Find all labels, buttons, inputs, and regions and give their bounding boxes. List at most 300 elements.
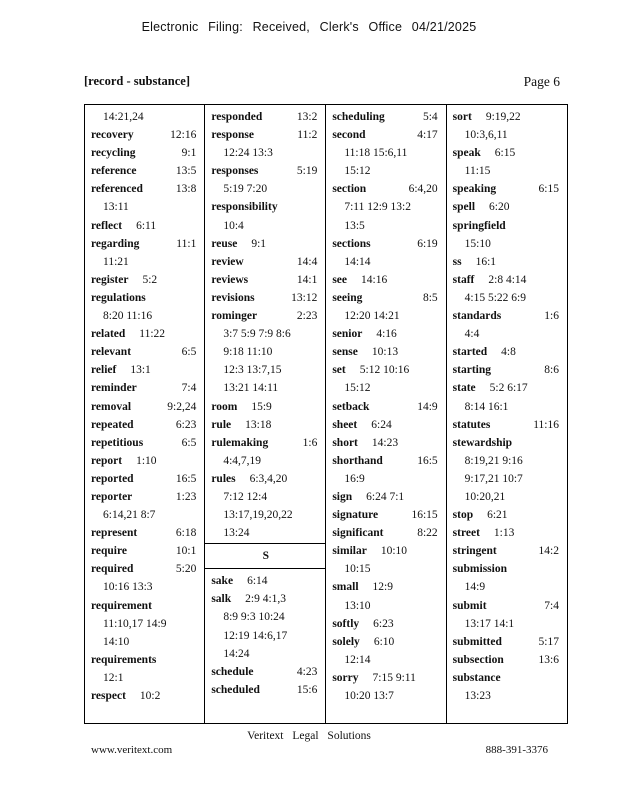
index-column-1 <box>85 105 205 723</box>
index-refs-continued: 14:14 <box>344 255 371 268</box>
index-entry <box>332 524 445 542</box>
index-entry <box>453 524 567 542</box>
index-word: stringent <box>452 545 497 558</box>
index-word: submission <box>452 563 507 576</box>
index-word: seeing <box>332 291 363 304</box>
index-refs: 4:23 <box>296 665 318 678</box>
index-refs: 6:5 <box>181 346 197 359</box>
index-refs-continued: 8:14 16:1 <box>464 400 509 413</box>
index-entry <box>453 343 567 361</box>
index-word: sake <box>211 575 234 588</box>
index-word: signature <box>332 509 379 522</box>
index-refs: 11:22 <box>139 328 166 341</box>
index-entry-line <box>332 669 445 687</box>
index-entry <box>453 253 567 271</box>
index-entry-line <box>211 416 325 434</box>
index-refs-continued: 7:11 12:9 13:2 <box>344 201 411 214</box>
index-entry <box>91 687 204 705</box>
index-refs: 9:1 <box>251 237 267 250</box>
index-entry-line <box>91 651 204 669</box>
index-entry-line <box>211 470 325 488</box>
index-refs: 6:19 <box>417 237 438 250</box>
index-refs-continued: 12:19 14:6,17 <box>223 629 288 642</box>
index-refs-continued: 3:7 5:9 7:9 8:6 <box>223 328 291 341</box>
index-word: reuse <box>211 237 238 250</box>
index-word: reporter <box>91 490 133 503</box>
index-entry-line <box>332 126 445 144</box>
index-entry-line <box>91 271 204 289</box>
index-entry-line <box>332 398 445 416</box>
index-refs-continued: 13:17 14:1 <box>464 617 515 630</box>
index-entry <box>453 108 567 144</box>
index-refs: 2:9 4:1,3 <box>245 593 287 606</box>
index-entry <box>91 235 204 271</box>
index-entry <box>332 452 445 488</box>
index-entry-line <box>332 235 445 253</box>
index-entry-line <box>91 470 204 488</box>
index-entry-line <box>91 687 204 705</box>
index-entry-line <box>91 416 204 434</box>
index-refs: 1:6 <box>544 310 559 323</box>
index-refs: 5:19 <box>296 165 318 178</box>
index-word: required <box>91 563 134 576</box>
index-word: recycling <box>91 147 136 160</box>
index-refs: 4:16 <box>376 328 397 341</box>
index-entry-line <box>332 180 445 198</box>
index-word: second <box>332 129 366 142</box>
index-refs: 6:15 <box>538 183 559 196</box>
index-entry-line <box>91 217 204 235</box>
index-word: reported <box>91 472 134 485</box>
index-entry-line <box>211 198 325 216</box>
index-entry-line <box>453 271 567 289</box>
index-refs: 4:8 <box>501 346 516 359</box>
index-refs-continued: 13:5 <box>344 219 365 232</box>
index-refs: 9:2,24 <box>167 400 197 413</box>
index-refs-continued: 10:15 <box>344 563 371 576</box>
index-word: rominger <box>211 310 258 323</box>
index-refs: 10:1 <box>175 545 197 558</box>
index-entry-line <box>453 108 567 126</box>
index-entry-line <box>211 663 325 681</box>
index-refs: 13:5 <box>175 165 197 178</box>
index-entry <box>453 597 567 633</box>
index-entry-line <box>332 488 445 506</box>
index-refs: 6:4,20 <box>408 183 438 196</box>
index-refs-continued: 15:12 <box>344 165 371 178</box>
index-word: report <box>91 454 123 467</box>
index-refs-continued: 14:9 <box>464 581 486 594</box>
index-entry-line <box>332 506 445 524</box>
index-refs: 13:8 <box>175 183 197 196</box>
index-refs: 5:2 6:17 <box>489 382 528 395</box>
index-refs-continued: 9:18 11:10 <box>223 346 273 359</box>
index-column-2 <box>205 105 326 723</box>
index-refs: 12:16 <box>170 129 197 142</box>
index-entry-line <box>453 597 567 615</box>
index-entry <box>453 144 567 180</box>
index-refs-continued: 4:4,7,19 <box>223 454 262 467</box>
index-entry <box>332 434 445 452</box>
index-word: reflect <box>91 219 123 232</box>
index-refs: 6:10 <box>373 635 395 648</box>
index-refs-continued: 10:16 13:3 <box>103 581 153 594</box>
index-refs: 6:3,4,20 <box>249 472 288 485</box>
index-refs-continued: 14:10 <box>103 635 130 648</box>
index-word: require <box>91 545 127 558</box>
index-word: stewardship <box>452 436 513 449</box>
index-refs: 13:12 <box>291 291 318 304</box>
index-entry-line <box>91 524 204 542</box>
index-word: relevant <box>91 346 132 359</box>
index-refs-continued: 7:12 12:4 <box>223 490 268 503</box>
index-word: room <box>211 400 238 413</box>
index-entry <box>453 180 567 198</box>
index-entry-line <box>453 144 567 162</box>
index-word: springfield <box>452 219 506 232</box>
index-word: responses <box>211 165 259 178</box>
index-word: repeated <box>91 418 134 431</box>
index-refs: 5:20 <box>175 563 197 576</box>
index-entry-line <box>91 560 204 578</box>
index-entry-line <box>211 434 325 452</box>
index-entry <box>211 198 325 234</box>
index-word: sign <box>332 490 353 503</box>
index-word: rulemaking <box>211 436 269 449</box>
index-entry <box>91 379 204 397</box>
index-word: repetitious <box>91 436 144 449</box>
index-refs: 13:6 <box>538 653 559 666</box>
index-entry-line <box>332 578 445 596</box>
index-word: sections <box>332 237 371 250</box>
index-entry <box>332 578 445 614</box>
index-entry-line <box>453 633 567 651</box>
index-entry <box>332 343 445 361</box>
index-entry <box>91 416 204 434</box>
index-refs: 6:20 <box>489 201 510 214</box>
index-entry-line <box>91 542 204 560</box>
index-entry <box>211 307 325 397</box>
index-entry-line <box>211 108 325 126</box>
index-refs: 6:24 <box>371 418 392 431</box>
index-entry <box>332 488 445 506</box>
index-word: revisions <box>211 291 255 304</box>
index-refs: 9:19,22 <box>485 111 521 123</box>
index-entry <box>211 253 325 271</box>
index-entry <box>91 560 204 596</box>
index-word: scheduled <box>211 683 260 696</box>
index-word: softly <box>332 617 360 630</box>
index-refs: 5:17 <box>538 635 559 648</box>
index-entry <box>91 126 204 144</box>
index-entry <box>91 488 204 524</box>
index-entry <box>211 681 325 699</box>
index-refs: 6:15 <box>494 147 516 160</box>
filing-stamp: Electronic Filing: Received, Clerk's Office 04/21/2025 <box>141 20 477 34</box>
index-refs-continued: 8:19,21 9:16 <box>464 454 523 467</box>
index-word: speaking <box>452 183 497 196</box>
index-entry-line <box>453 542 567 560</box>
index-entry-line <box>332 343 445 361</box>
index-entry <box>453 416 567 434</box>
index-entry-line <box>453 180 567 198</box>
index-refs-continued: 5:19 7:20 <box>223 183 268 196</box>
index-refs: 5:4 <box>422 111 438 123</box>
index-word: sense <box>332 346 358 359</box>
index-entry-line <box>211 307 325 325</box>
index-refs-continued: 8:20 11:16 <box>103 310 153 323</box>
index-refs-continued: 12:24 13:3 <box>223 147 273 160</box>
index-word: respect <box>91 690 126 702</box>
index-word: sorry <box>332 671 359 684</box>
index-refs-continued: 12:20 14:21 <box>344 310 400 323</box>
index-entry-line <box>91 325 204 343</box>
index-refs: 8:5 <box>422 291 438 304</box>
index-refs-continued: 11:21 <box>103 255 129 268</box>
index-entry-line <box>91 434 204 452</box>
index-entry <box>91 542 204 560</box>
index-refs: 12:9 <box>372 581 393 594</box>
index-word: scheduling <box>332 111 385 123</box>
index-refs: 6:18 <box>175 527 197 540</box>
index-entry-line <box>332 542 445 560</box>
index-entry <box>453 560 567 596</box>
index-entry-line <box>453 524 567 542</box>
index-entry <box>332 542 445 578</box>
index-entry <box>332 506 445 524</box>
index-word: responsibility <box>211 201 278 214</box>
index-word: stop <box>452 509 474 522</box>
index-refs-continued: 6:14,21 8:7 <box>103 509 156 522</box>
index-refs: 11:16 <box>533 418 559 431</box>
index-refs: 15:9 <box>251 400 272 413</box>
index-word: reminder <box>91 382 137 395</box>
index-entry <box>91 452 204 470</box>
index-refs: 9:1 <box>181 147 197 160</box>
index-column-3 <box>326 105 446 723</box>
index-entry-line <box>91 235 204 253</box>
index-entry <box>211 126 325 162</box>
index-refs: 13:1 <box>130 364 151 377</box>
index-entry-line <box>91 597 204 615</box>
index-refs: 16:5 <box>175 472 197 485</box>
index-refs: 6:24 7:1 <box>366 490 405 503</box>
index-word: set <box>332 364 346 377</box>
index-word: spell <box>452 201 476 214</box>
index-entry <box>332 108 445 126</box>
index-entry <box>332 669 445 705</box>
index-word: schedule <box>211 665 254 678</box>
index-entry-line <box>332 416 445 434</box>
index-word: responded <box>211 111 263 123</box>
index-word: see <box>332 273 348 286</box>
index-entry <box>332 633 445 669</box>
index-entry-line <box>332 289 445 307</box>
index-column-4 <box>447 105 567 723</box>
index-refs: 10:10 <box>380 545 408 558</box>
index-entry <box>91 524 204 542</box>
index-entry-line <box>211 253 325 271</box>
index-refs-continued: 4:15 5:22 6:9 <box>464 291 526 304</box>
index-entry-line <box>91 162 204 180</box>
index-refs-continued: 11:15 <box>464 165 491 178</box>
index-entry-line <box>332 325 445 343</box>
index-entry <box>211 470 325 542</box>
index-range: [record - substance] <box>84 74 190 88</box>
index-entry <box>453 198 567 216</box>
index-refs: 15:6 <box>296 683 318 696</box>
index-entry-line <box>332 361 445 379</box>
footer-phone: 888-391-3376 <box>485 744 548 756</box>
index-word: regulations <box>91 291 146 304</box>
index-entry-line <box>211 590 325 608</box>
index-entry <box>91 289 204 325</box>
index-entry-line <box>211 289 325 307</box>
index-refs: 4:17 <box>417 129 438 142</box>
index-entry-line <box>91 144 204 162</box>
index-refs-continued: 13:10 <box>344 599 371 612</box>
index-refs: 14:16 <box>361 273 388 286</box>
index-refs: 5:12 10:16 <box>359 364 410 377</box>
index-entry-line <box>453 198 567 216</box>
index-entry <box>453 361 567 379</box>
index-entry-line <box>211 162 325 180</box>
index-entry <box>91 343 204 361</box>
letter-section-header: S <box>205 543 326 569</box>
index-refs: 11:2 <box>297 129 318 142</box>
index-word: requirements <box>91 653 157 666</box>
index-entry-line <box>91 343 204 361</box>
index-entry <box>332 235 445 271</box>
index-entry-line <box>91 398 204 416</box>
index-refs: 16:15 <box>411 509 438 522</box>
index-entry <box>453 379 567 415</box>
index-word: state <box>452 382 476 395</box>
index-refs-continued: 13:11 <box>103 201 129 214</box>
index-entry <box>211 398 325 416</box>
index-entry <box>211 108 325 126</box>
index-entry-line <box>211 126 325 144</box>
index-entry-line <box>332 524 445 542</box>
index-entry-line <box>453 506 567 524</box>
index-word: represent <box>91 527 138 540</box>
index-entry <box>332 271 445 289</box>
index-entry-line <box>332 452 445 470</box>
index-word: requirement <box>91 599 152 612</box>
index-entry <box>91 325 204 343</box>
index-entry <box>91 108 204 126</box>
index-entry-line <box>453 379 567 397</box>
index-refs: 6:23 <box>373 617 394 630</box>
index-refs: 7:15 9:11 <box>372 671 416 684</box>
index-refs-continued: 10:4 <box>223 219 244 232</box>
index-refs: 13:18 <box>245 418 272 431</box>
index-entry <box>211 572 325 590</box>
index-refs: 1:10 <box>136 454 157 467</box>
index-word: small <box>332 581 359 594</box>
word-index-table <box>84 104 568 724</box>
index-entry-line <box>211 271 325 289</box>
index-word: street <box>452 527 480 540</box>
index-entry <box>91 434 204 452</box>
footer-website: www.veritext.com <box>91 744 173 756</box>
index-refs: 14:23 <box>371 436 399 449</box>
index-refs: 16:5 <box>417 454 438 467</box>
index-word: removal <box>91 400 132 413</box>
index-refs-continued: 11:10,17 14:9 <box>103 617 167 630</box>
index-word: review <box>211 255 244 268</box>
index-entry-line <box>453 560 567 578</box>
index-refs-continued: 10:3,6,11 <box>464 129 508 142</box>
index-refs: 1:13 <box>493 527 515 540</box>
page-number: Page 6 <box>523 74 560 89</box>
index-refs: 8:22 <box>417 527 438 540</box>
index-word: solely <box>332 635 360 648</box>
index-entry <box>453 633 567 651</box>
index-refs: 10:13 <box>371 346 399 359</box>
index-word: sheet <box>332 418 358 431</box>
index-refs-continued: 12:1 <box>103 671 124 684</box>
index-entry-line <box>332 615 445 633</box>
index-entry <box>211 434 325 470</box>
index-word: standards <box>452 310 502 323</box>
index-entry <box>332 416 445 434</box>
index-word: significant <box>332 527 384 540</box>
footer-company: Veritext Legal Solutions <box>247 730 371 742</box>
index-word: starting <box>452 364 491 377</box>
index-refs: 6:14 <box>247 575 268 588</box>
index-refs: 14:4 <box>296 255 318 268</box>
index-refs: 14:2 <box>538 545 559 558</box>
index-refs: 6:23 <box>175 418 197 431</box>
index-entry <box>211 289 325 307</box>
index-refs-continued: 10:20,21 <box>464 490 506 503</box>
index-word: register <box>91 273 129 286</box>
index-word: setback <box>332 400 370 413</box>
index-entry-line <box>91 361 204 379</box>
index-entry-line <box>91 180 204 198</box>
index-entry-line <box>453 217 567 235</box>
index-entry <box>91 470 204 488</box>
index-refs-continued: 13:21 14:11 <box>223 382 279 395</box>
index-entry-line <box>332 633 445 651</box>
index-entry <box>453 542 567 560</box>
index-entry <box>332 289 445 325</box>
index-entry <box>211 663 325 681</box>
index-refs-continued: 14:24 <box>223 647 250 660</box>
index-word: staff <box>452 273 475 286</box>
index-entry <box>453 271 567 307</box>
index-word: response <box>211 129 254 142</box>
index-refs: 7:4 <box>181 382 197 395</box>
index-refs-continued: 12:3 13:7,15 <box>223 364 282 377</box>
index-entry-line <box>91 289 204 307</box>
index-entry-line <box>91 452 204 470</box>
index-entry <box>332 398 445 416</box>
index-entry-line <box>211 681 325 699</box>
index-entry <box>91 361 204 379</box>
index-entry <box>91 271 204 289</box>
index-entry-line <box>453 253 567 271</box>
index-entry-line <box>453 361 567 379</box>
index-entry <box>453 217 567 253</box>
index-refs-continued: 13:17,19,20,22 <box>223 509 293 522</box>
index-word: relief <box>91 364 117 377</box>
index-entry-line <box>453 669 567 687</box>
index-entry <box>211 271 325 289</box>
index-entry <box>91 162 204 180</box>
index-word: short <box>332 436 358 449</box>
